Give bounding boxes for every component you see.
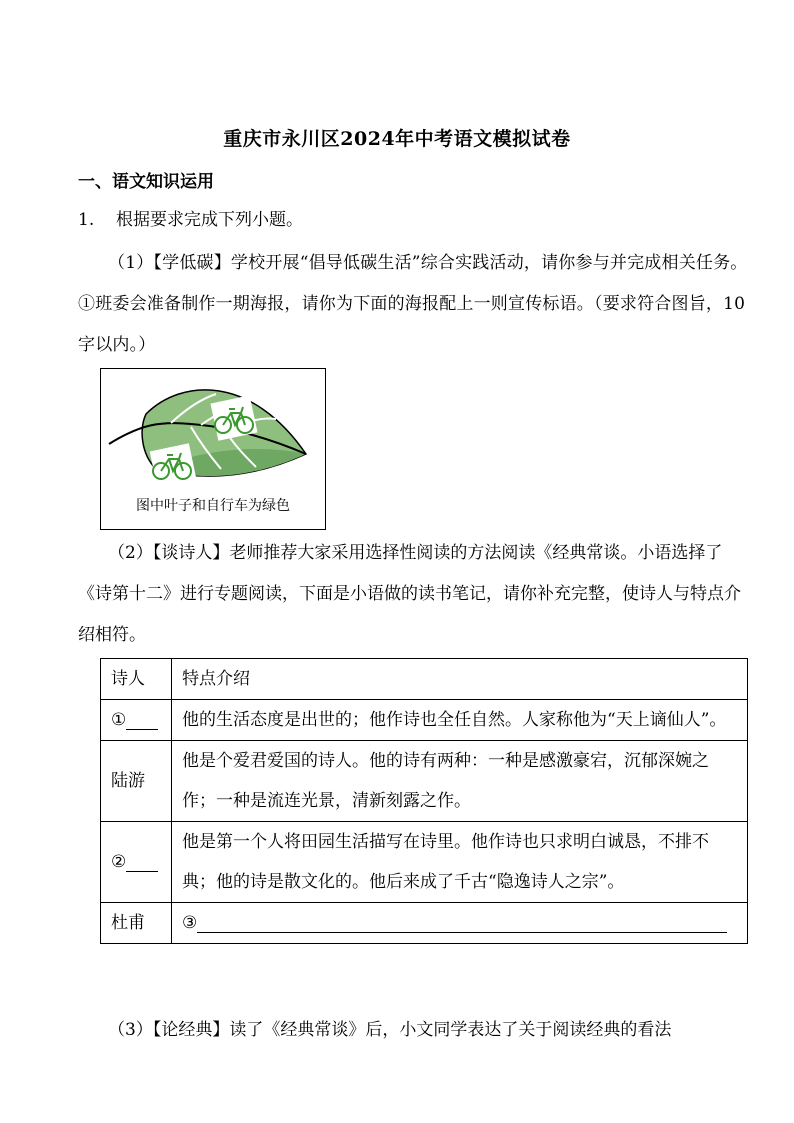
question-text: 根据要求完成下列小题。 (116, 210, 303, 230)
desc-cell: 他是个爱君爱国的诗人。他的诗有两种：一种是感激豪宕，沉郁深婉之作；一种是流连光景，清新刻露之作。 (172, 741, 748, 822)
answer-blank[interactable] (126, 853, 158, 872)
table-row (101, 700, 748, 741)
table-header-desc: 特点介绍 (172, 659, 748, 700)
answer-label: ③ (182, 913, 198, 933)
poster-caption: 图中叶子和自行车为绿色 (136, 498, 290, 514)
table-header-poet: 诗人 (101, 659, 172, 700)
answer-blank[interactable] (197, 914, 727, 933)
poet-cell (101, 822, 172, 903)
poets-table (100, 658, 748, 944)
subquestion-3: （3）【论经典】读了《经典常谈》后，小文同学表达了关于阅读经典的看法 (108, 1020, 672, 1040)
question-1 (78, 200, 303, 241)
poet-cell: 杜甫 (101, 903, 172, 944)
subquestion-1: （1）【学低碳】学校开展“倡导低碳生活”综合实践活动，请你参与并完成相关任务。①班委会准备制作一期海报，请你为下面的海报配上一则宣传标语。（要求符合图旨，10字以内。） (78, 253, 748, 355)
poet-label: ① (111, 710, 127, 730)
table-header-row (101, 659, 748, 700)
question-number: 1. (78, 210, 95, 230)
poet-cell: 陆游 (101, 741, 172, 822)
desc-cell: 他是第一个人将田园生活描写在诗里。他作诗也只求明白诚恳，不排不典；他的诗是散文化的。他后来成了千古“隐逸诗人之宗”。 (172, 822, 748, 903)
table-row (101, 741, 748, 822)
bicycle-icon (210, 395, 257, 440)
desc-cell: 他的生活态度是出世的；他作诗也全任自然。人家称他为“天上谪仙人”。 (172, 700, 748, 741)
poet-label: ② (111, 852, 127, 872)
poet-cell (101, 700, 172, 741)
subquestion-2: （2）【谈诗人】老师推荐大家采用选择性阅读的方法阅读《经典常谈。小语选择了《诗第十二》进行专题阅读，下面是小语做的读书笔记，请你补充完整，使诗人与特点介绍相符。 (78, 543, 741, 645)
poster-image (100, 368, 326, 530)
page-title: 重庆市永川区2024年中考语文模拟试卷 (223, 128, 571, 150)
desc-cell (172, 903, 748, 944)
table-row (101, 903, 748, 944)
table-row (101, 822, 748, 903)
answer-blank[interactable] (126, 711, 158, 730)
section-heading: 一、语文知识运用 (78, 172, 214, 192)
